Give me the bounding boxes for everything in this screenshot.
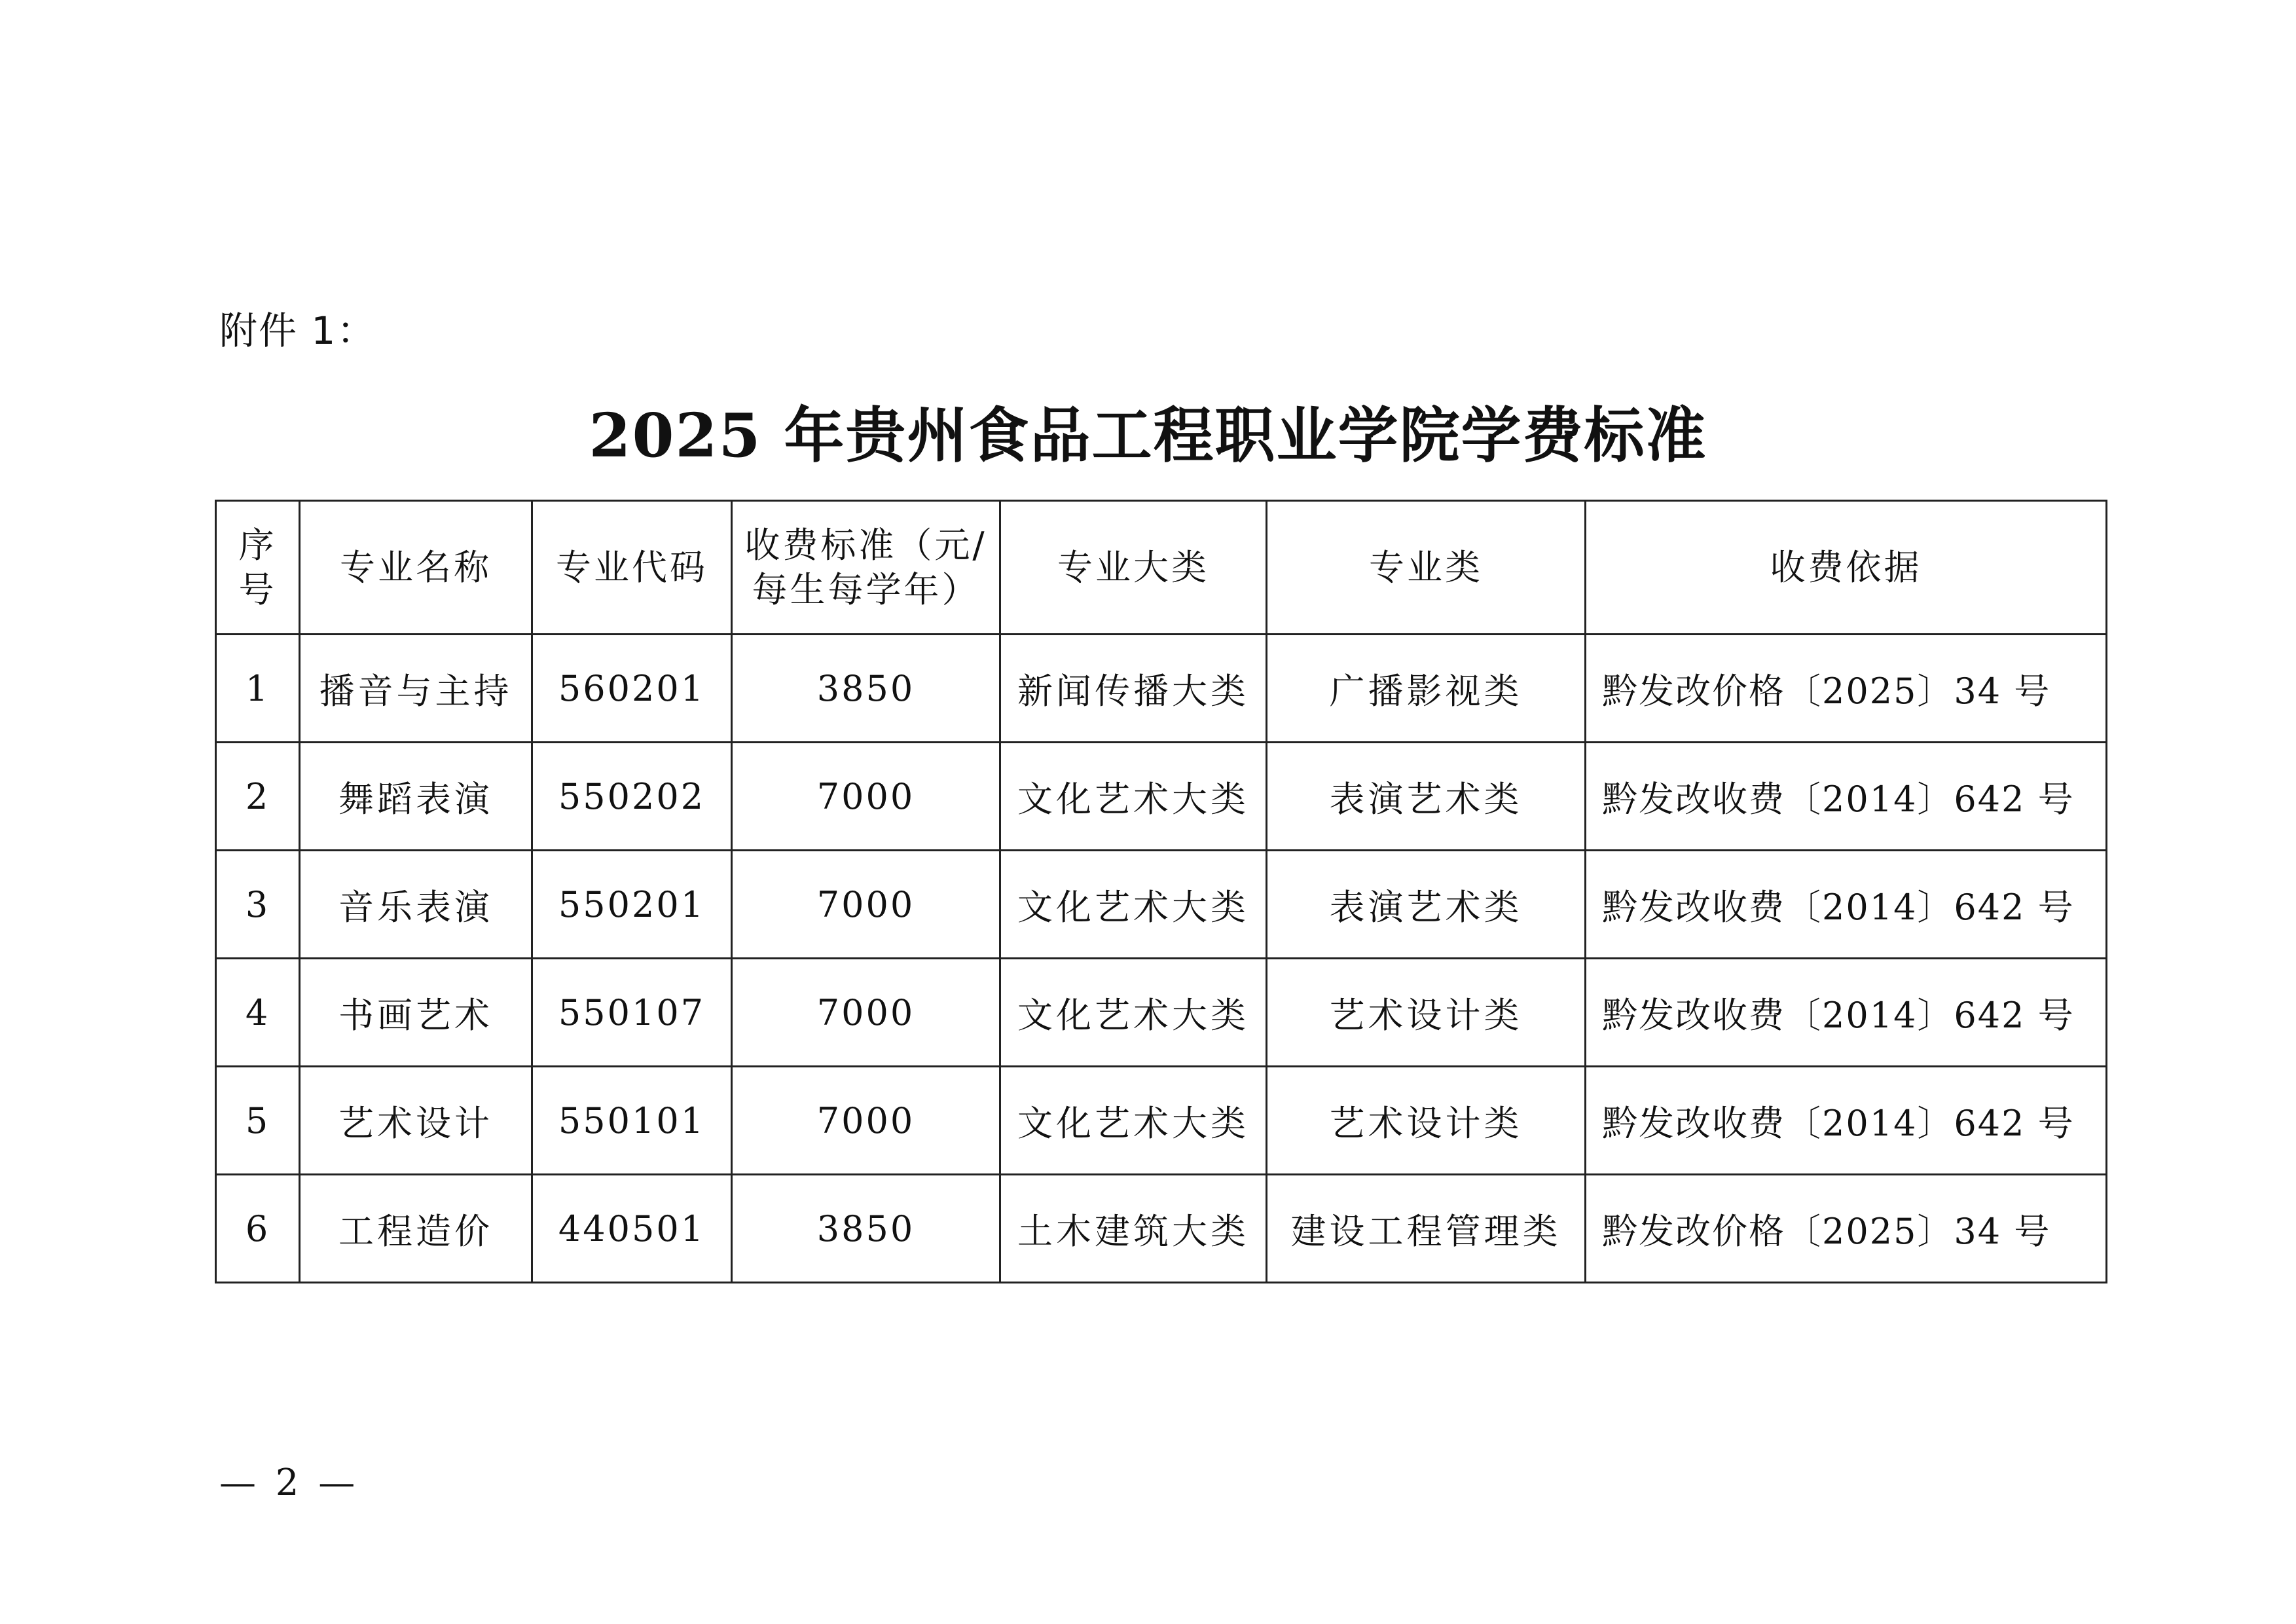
attachment-label: 附件 1：	[219, 308, 376, 353]
cell-major-name: 播音与主持	[300, 635, 532, 743]
cell-fee: 7000	[732, 1067, 1000, 1175]
cell-subcategory: 建设工程管理类	[1267, 1175, 1586, 1283]
cell-seq: 5	[216, 1067, 300, 1175]
header-category: 专业大类	[1000, 501, 1267, 635]
cell-major-name: 艺术设计	[300, 1067, 532, 1175]
cell-category: 文化艺术大类	[1000, 1067, 1267, 1175]
cell-major-code: 550202	[532, 743, 732, 851]
cell-category: 文化艺术大类	[1000, 851, 1267, 959]
cell-major-code: 440501	[532, 1175, 732, 1283]
table-row	[216, 635, 2107, 743]
header-subcategory: 专业类	[1267, 501, 1586, 635]
cell-major-code: 550107	[532, 959, 732, 1067]
table-row	[216, 1067, 2107, 1175]
cell-category: 土木建筑大类	[1000, 1175, 1267, 1283]
table-row	[216, 851, 2107, 959]
cell-fee-basis: 黔发改收费〔2014〕642 号	[1586, 1067, 2107, 1175]
header-seq: 序号	[216, 501, 300, 635]
cell-subcategory: 表演艺术类	[1267, 851, 1586, 959]
tuition-fee-table	[215, 500, 2107, 1283]
cell-seq: 2	[216, 743, 300, 851]
cell-major-code: 550101	[532, 1067, 732, 1175]
cell-category: 文化艺术大类	[1000, 959, 1267, 1067]
cell-subcategory: 广播影视类	[1267, 635, 1586, 743]
cell-fee: 3850	[732, 1175, 1000, 1283]
header-major-code: 专业代码	[532, 501, 732, 635]
cell-fee: 7000	[732, 743, 1000, 851]
page-number: — 2 —	[219, 1462, 359, 1504]
cell-subcategory: 艺术设计类	[1267, 959, 1586, 1067]
cell-fee-basis: 黔发改价格〔2025〕34 号	[1586, 635, 2107, 743]
cell-subcategory: 表演艺术类	[1267, 743, 1586, 851]
cell-fee: 3850	[732, 635, 1000, 743]
cell-category: 新闻传播大类	[1000, 635, 1267, 743]
cell-seq: 6	[216, 1175, 300, 1283]
cell-seq: 1	[216, 635, 300, 743]
cell-fee-basis: 黔发改收费〔2014〕642 号	[1586, 851, 2107, 959]
table-row	[216, 1175, 2107, 1283]
cell-major-code: 550201	[532, 851, 732, 959]
table-header-row	[216, 501, 2107, 635]
document-title: 2025 年贵州食品工程职业学院学费标准	[589, 400, 1707, 471]
cell-category: 文化艺术大类	[1000, 743, 1267, 851]
cell-major-name: 舞蹈表演	[300, 743, 532, 851]
cell-major-name: 音乐表演	[300, 851, 532, 959]
header-fee-basis: 收费依据	[1586, 501, 2107, 635]
table-row	[216, 959, 2107, 1067]
cell-seq: 4	[216, 959, 300, 1067]
cell-major-code: 560201	[532, 635, 732, 743]
cell-major-name: 工程造价	[300, 1175, 532, 1283]
table-row	[216, 743, 2107, 851]
cell-fee-basis: 黔发改收费〔2014〕642 号	[1586, 743, 2107, 851]
cell-seq: 3	[216, 851, 300, 959]
cell-fee: 7000	[732, 959, 1000, 1067]
cell-major-name: 书画艺术	[300, 959, 532, 1067]
header-major-name: 专业名称	[300, 501, 532, 635]
cell-subcategory: 艺术设计类	[1267, 1067, 1586, 1175]
cell-fee-basis: 黔发改价格〔2025〕34 号	[1586, 1175, 2107, 1283]
header-fee-standard: 收费标准（元/每生每学年）	[732, 501, 1000, 635]
cell-fee-basis: 黔发改收费〔2014〕642 号	[1586, 959, 2107, 1067]
cell-fee: 7000	[732, 851, 1000, 959]
